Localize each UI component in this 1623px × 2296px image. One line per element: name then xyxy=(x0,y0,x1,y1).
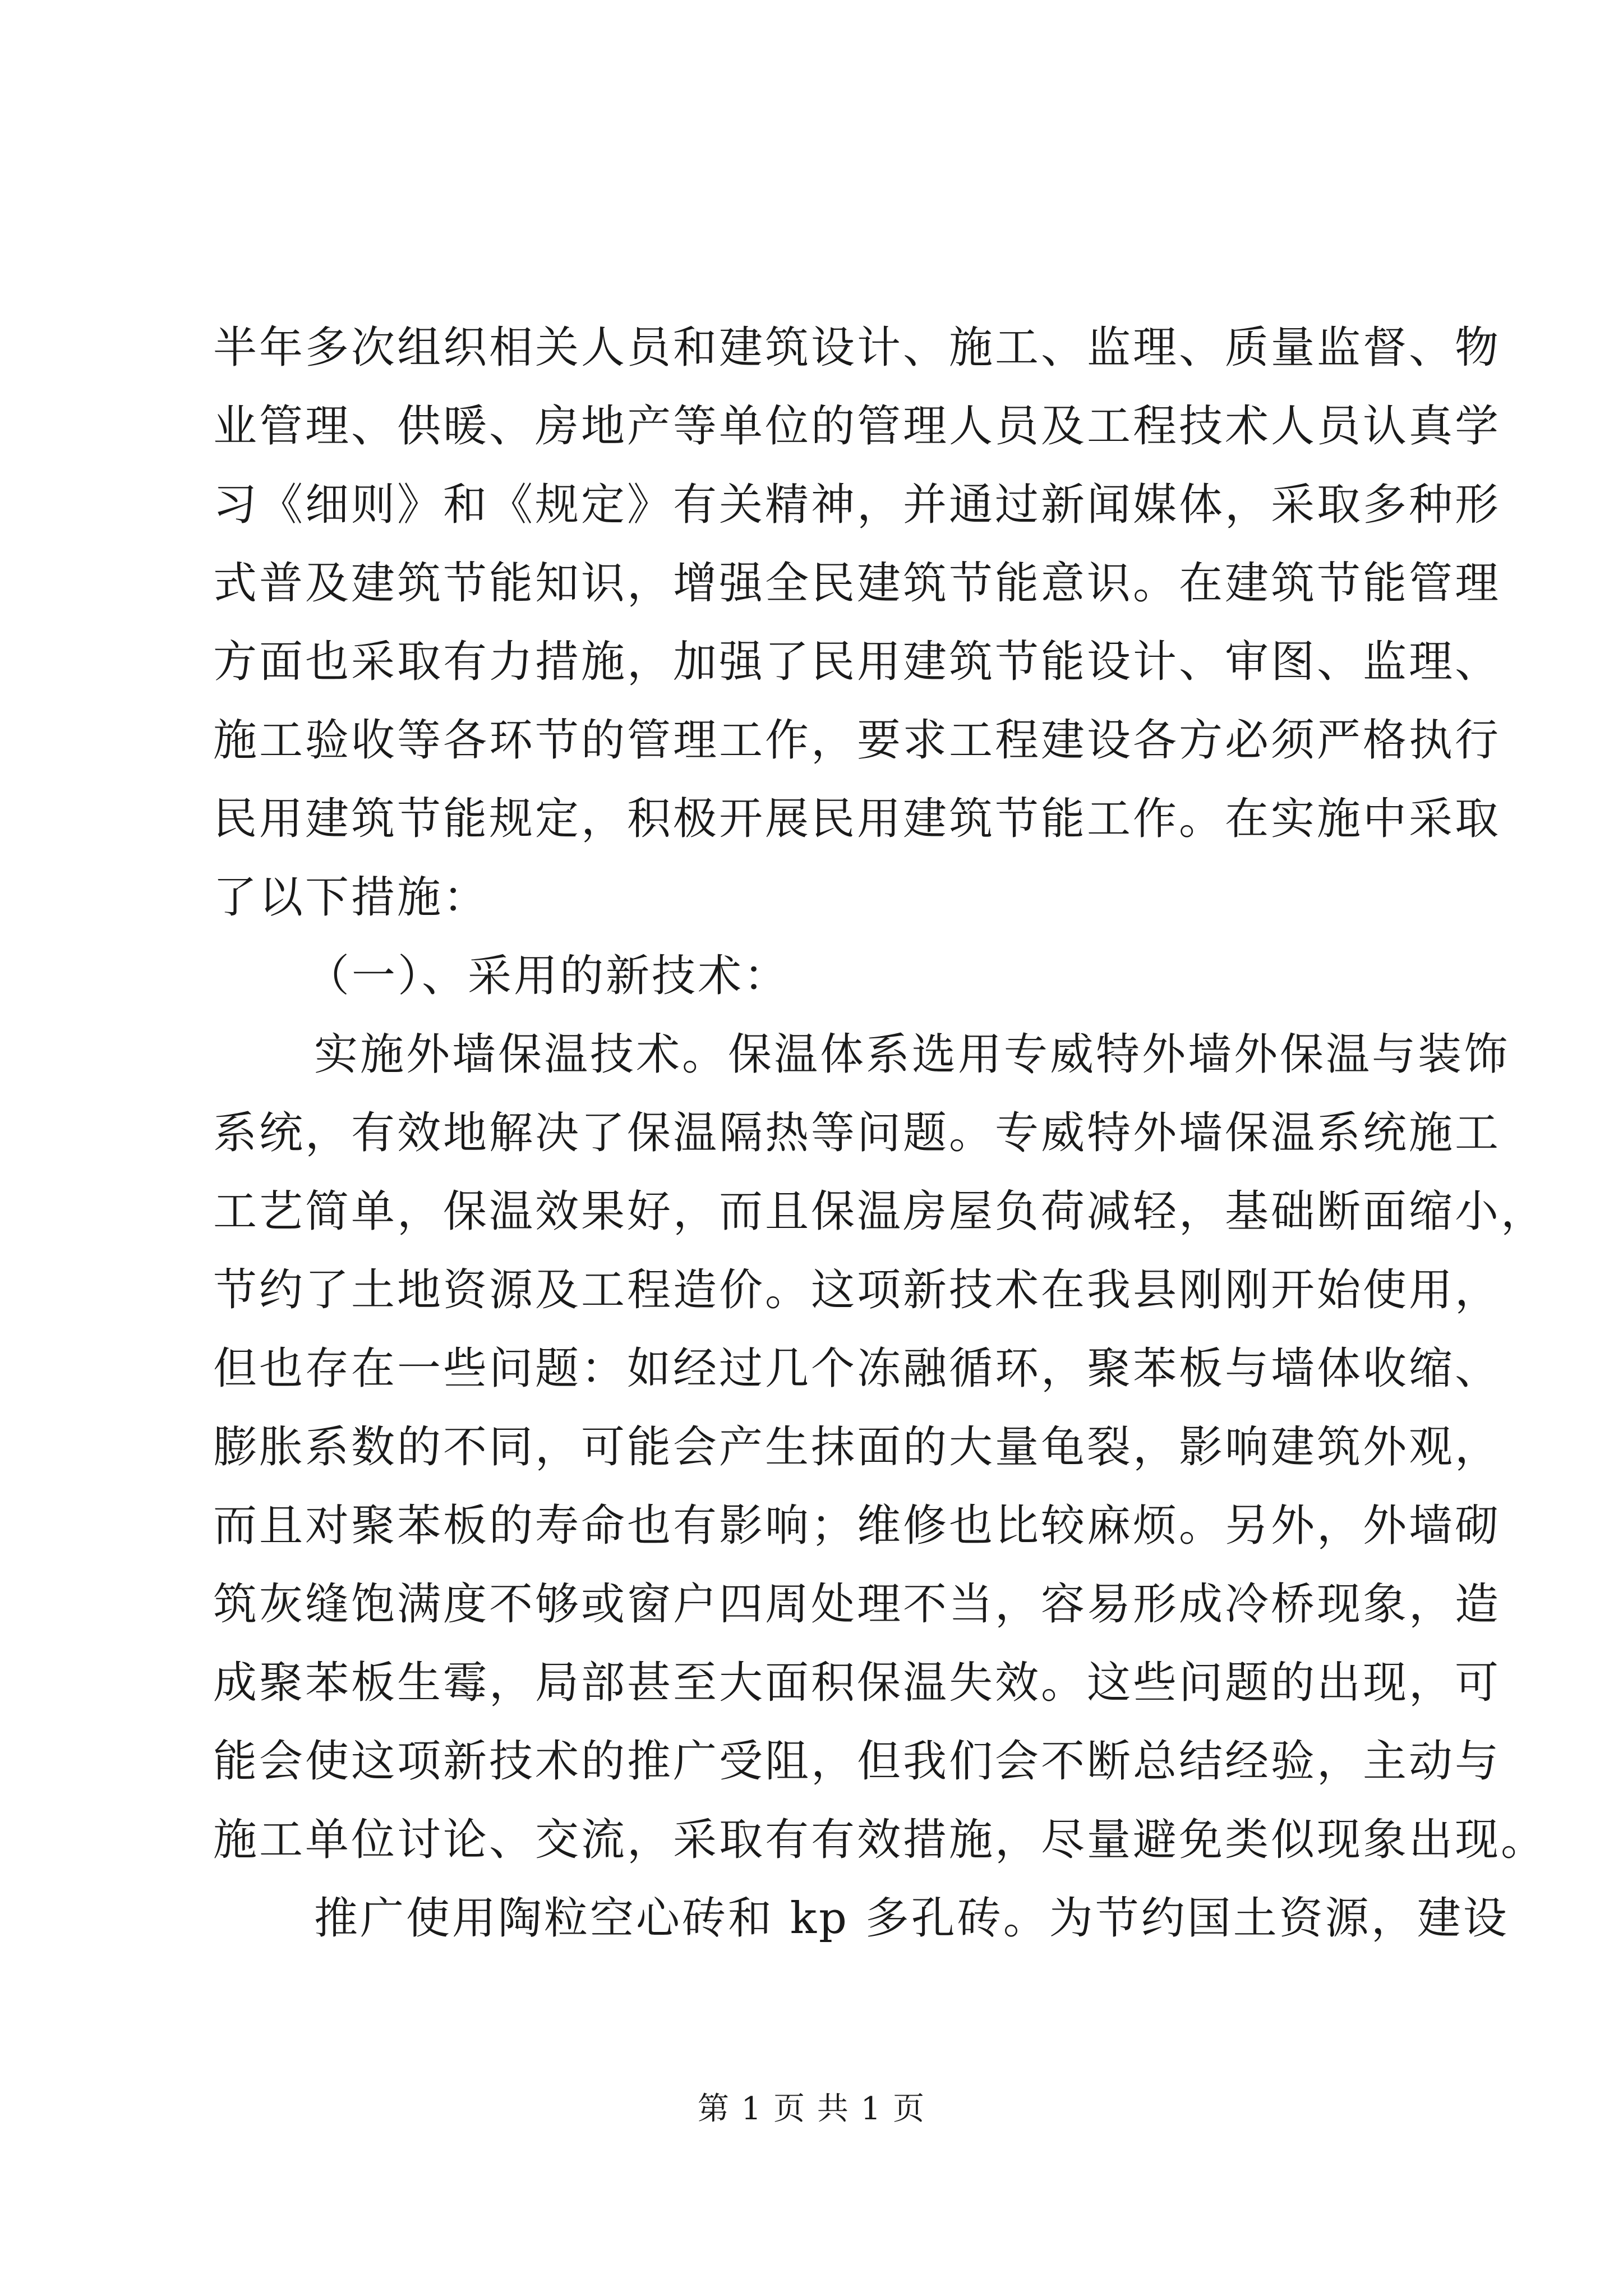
body-text-line: 半年多次组织相关人员和建筑设计、施工、监理、质量监督、物 xyxy=(213,323,1501,373)
body-text-line: 工艺简单，保温效果好，而且保温房屋负荷减轻，基础断面缩小， xyxy=(213,1186,1547,1237)
body-text-line: 筑灰缝饱满度不够或窗户四周处理不当，容易形成冷桥现象，造 xyxy=(213,1579,1501,1630)
body-text-line: 而且对聚苯板的寿命也有影响；维修也比较麻烦。另外，外墙砌 xyxy=(213,1501,1501,1551)
body-text-line: 系统，有效地解决了保温隔热等问题。专威特外墙保温系统施工 xyxy=(213,1108,1501,1158)
body-text-line: 膨胀系数的不同，可能会产生抹面的大量龟裂，影响建筑外观， xyxy=(213,1422,1501,1473)
paragraph-start-line: 推广使用陶粒空心砖和 kp 多孔砖。为节约国土资源，建设 xyxy=(314,1893,1509,1944)
body-text-line: 式普及建筑节能知识，增强全民建筑节能意识。在建筑节能管理 xyxy=(213,558,1501,609)
body-text-line: 业管理、供暖、房地产等单位的管理人员及工程技术人员认真学 xyxy=(213,401,1501,452)
paragraph-start-line: 实施外墙保温技术。保温体系选用专威特外墙外保温与装饰 xyxy=(314,1029,1510,1080)
body-text-line: 但也存在一些问题：如经过几个冻融循环，聚苯板与墙体收缩、 xyxy=(213,1343,1501,1394)
section-heading: （一）、采用的新技术： xyxy=(306,951,790,1001)
body-text-line: 施工单位讨论、交流，采取有有效措施，尽量避免类似现象出现。 xyxy=(213,1815,1547,1865)
body-text-line: 施工验收等各环节的管理工作，要求工程建设各方必须严格执行 xyxy=(213,715,1501,766)
body-text-line: 能会使这项新技术的推广受阻，但我们会不断总结经验，主动与 xyxy=(213,1736,1501,1787)
body-text-line: 成聚苯板生霉，局部甚至大面积保温失效。这些问题的出现，可 xyxy=(213,1658,1501,1708)
body-text-line: 习《细则》和《规定》有关精神，并通过新闻媒体，采取多种形 xyxy=(213,480,1501,530)
page-number-footer: 第 1 页 共 1 页 xyxy=(697,2091,926,2127)
body-text-line: 节约了土地资源及工程造价。这项新技术在我县刚刚开始使用， xyxy=(213,1265,1501,1315)
body-text-line: 民用建筑节能规定，积极开展民用建筑节能工作。在实施中采取 xyxy=(213,794,1501,844)
body-text-line: 了以下措施： xyxy=(213,872,490,923)
body-text-line: 方面也采取有力措施，加强了民用建筑节能设计、审图、监理、 xyxy=(213,637,1501,687)
